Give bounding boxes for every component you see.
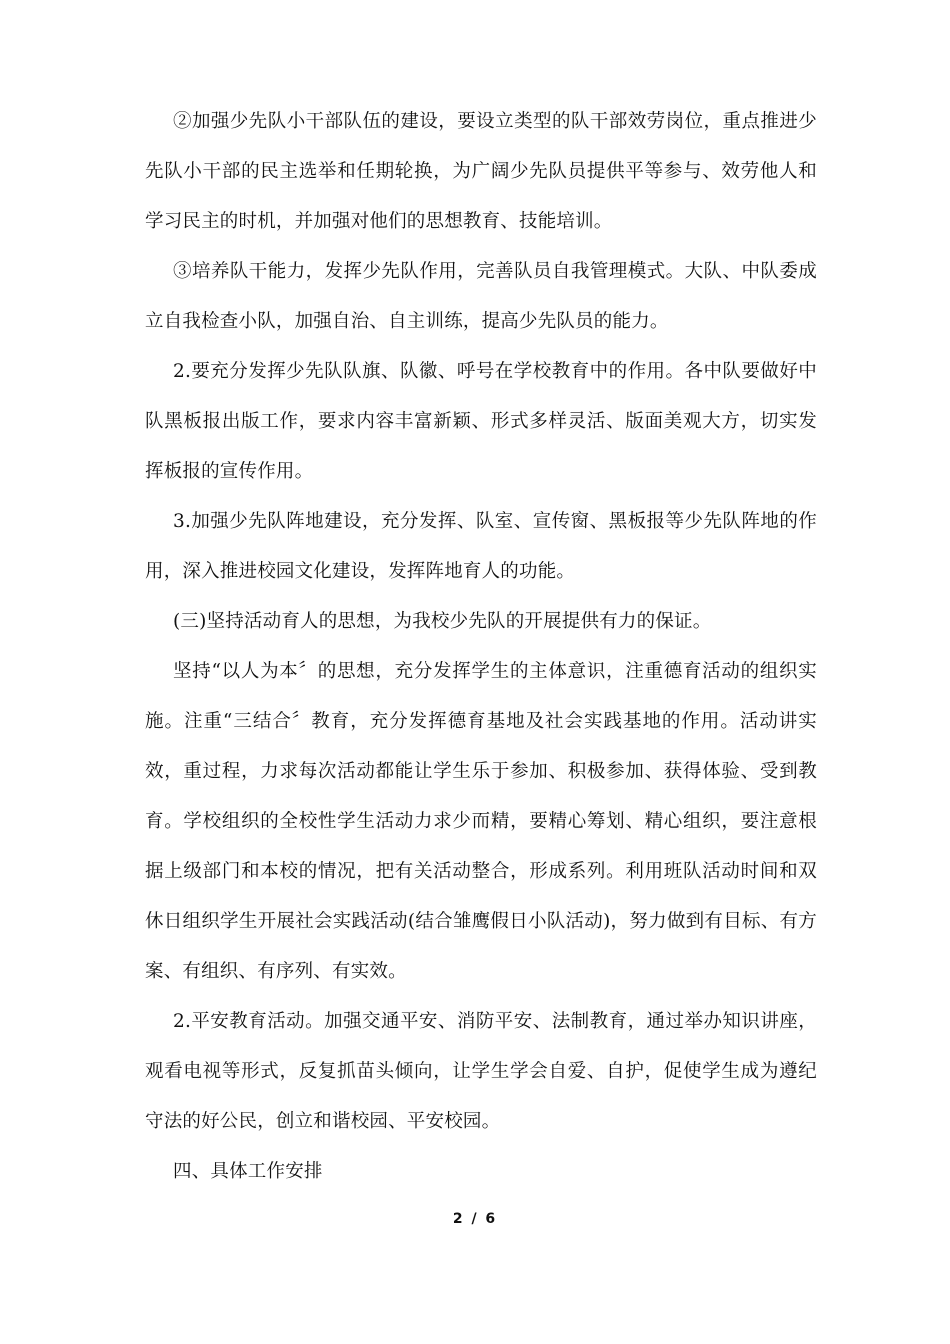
paragraph: 3.加强少先队阵地建设，充分发挥、队室、宣传窗、黑板报等少先队阵地的作用，深入推进校园文化建设，发挥阵地育人的功能。: [145, 511, 817, 582]
page-number: 2 / 6: [452, 1211, 498, 1227]
paragraph: ②加强少先队小干部队伍的建设，要设立类型的队干部效劳岗位，重点推进少先队小干部的民主选举和任期轮换，为广阔少先队员提供平等参与、效劳他人和学习民主的时机，并加强对他们的思想教育、技能培训。: [145, 111, 817, 232]
document-body: [145, 97, 817, 1197]
paragraph: 2.平安教育活动。加强交通平安、消防平安、法制教育，通过举办知识讲座，观看电视等形式，反复抓苗头倾向，让学生学会自爱、自护，促使学生成为遵纪守法的好公民，创立和谐校园、平安校园。: [145, 1011, 817, 1132]
section-heading: (三)坚持活动育人的思想，为我校少先队的开展提供有力的保证。: [173, 611, 712, 632]
section-heading: 四、具体工作安排: [173, 1161, 323, 1182]
paragraph: ③培养队干能力，发挥少先队作用，完善队员自我管理模式。大队、中队委成立自我检查小队，加强自治、自主训练，提高少先队员的能力。: [145, 261, 817, 332]
paragraph: 坚持“以人为本〞的思想，充分发挥学生的主体意识，注重德育活动的组织实施。注重“三结合〞教育，充分发挥德育基地及社会实践基地的作用。活动讲实效，重过程，力求每次活动都能让学生乐于参加、积极参加、获得体验、受到教育。学校组织的全校性学生活动力求少而精，要精心筹划、精心组织，要注意根据上级部门和本校的情况，把有关活动整合，形成系列。利用班队活动时间和双休日组织学生开展社会实践活动(结合雏鹰假日小队活动)，努力做到有目标、有方案、有组织、有序列、有实效。: [145, 661, 817, 982]
paragraph: 2.要充分发挥少先队队旗、队徽、呼号在学校教育中的作用。各中队要做好中队黑板报出版工作，要求内容丰富新颖、形式多样灵活、版面美观大方，切实发挥板报的宣传作用。: [145, 361, 817, 482]
